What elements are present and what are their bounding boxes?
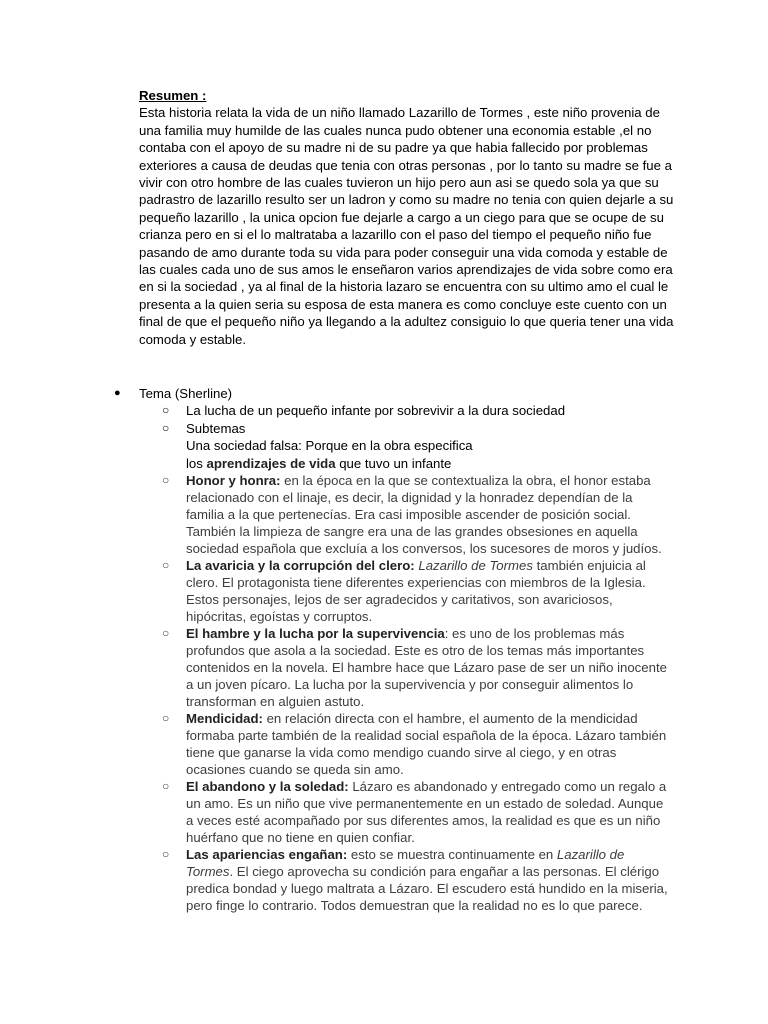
bullet-ring-icon: ○ <box>162 420 170 435</box>
theme-text: en relación directa con el hambre, el aumento de la mendicidad formaba parte también de la realidad social española de la época. Lázaro también tiene que ganarse la vida como mendigo cuando sirve al ciego, y en otras ocasiones cuando se queda sin amo. <box>186 711 667 778</box>
subtemas-label: Subtemas <box>186 420 246 436</box>
theme-text: también enjuicia al clero. El protagonista tiene diferentes experiencias con miembros de la Iglesia. Estos personajes, lejos de ser agradecidos y caritativos, son avariciosos, hipócritas, egoístas y corruptos. <box>186 558 646 625</box>
bullet-ring-icon: ○ <box>162 403 170 418</box>
theme-title: Honor y honra: <box>186 473 281 489</box>
theme-item-apariencias <box>0 846 674 914</box>
themes-list <box>0 385 768 914</box>
subtemas-item <box>0 420 674 472</box>
theme-item-honor <box>0 472 674 557</box>
tema-main-item <box>0 402 674 419</box>
subtemas-line-2-pre: los <box>186 455 207 471</box>
theme-text: : es uno de los problemas más profundos que asola a la sociedad. Este es otro de los temas más importantes contenidos en la novela. El hambre hace que Lázaro pase de ser un niño inocente a un joven pícaro. La lucha por la supervivencia y por conseguir alimentos lo transforman en alguien astuto. <box>186 626 667 710</box>
theme-item-avaricia <box>0 557 674 625</box>
subtemas-line-1: Una sociedad falsa: Porque en la obra especifica <box>186 438 473 454</box>
bullet-dot-icon: ● <box>114 387 121 399</box>
bullet-ring-icon: ○ <box>162 847 170 862</box>
subtemas-line-2-bold: aprendizajes de vida <box>206 455 336 471</box>
theme-text: en la época en la que se contextualiza la obra, el honor estaba relacionado con el linaje, es decir, la dignidad y la honradez dependían de la familia a la que pertenecías. Era casi imposible ascender de posición social. También la limpieza de sangre era una de las grandes obsesiones en aquella sociedad española que excluía a los conversos, los sucesores de moros y judíos. <box>186 473 662 557</box>
theme-italic: Lazarillo de Tormes <box>186 847 625 880</box>
summary-text: Esta historia relata la vida de un niño llamado Lazarillo de Tormes , este niño provenia de una familia muy humilde de las cuales nunca pudo obtener una economia estable ,el no contaba con el apoyo de su madre ni de su padre ya que habia fallecido por problemas exteriores a causa de deudas que tenia con otras personas , por lo tanto su madre se fue a vivir con otro hombre de las cuales tuvieron un hijo pero aun asi se quedo sola ya que su padrastro de lazarillo resulto ser un ladron y como su madre no tenia con quien dejarle a su pequeño lazarillo , la unica opcion fue dejarle a cargo a un ciego para que se ocupe de su crianza pero en si el lo maltrataba a lazarillo con el paso del tiempo el pequeño niño fue pasando de amo durante toda su vida para poder conseguir una vida comoda y estable de las cuales cada uno de sus amos le enseñaron varios aprendizajes de vida sobre como era en si la sociedad , ya al final de la historia lazaro se encuentra con su ultimo amo el cual le presenta a la quien seria su esposa de esta manera es como concluye este cuento con un final de que el pequeño niño ya llegando a la adultez consiguio lo que queria tener una vida comoda y estable. <box>139 105 674 347</box>
summary-section <box>139 87 679 348</box>
bullet-ring-icon: ○ <box>162 779 170 794</box>
theme-title: El hambre y la lucha por la supervivencia <box>186 626 445 642</box>
subtemas-line-2-post: que tuvo un infante <box>335 455 452 471</box>
subtemas-line-2 <box>186 455 674 472</box>
theme-text: Lázaro es abandonado y entregado como un regalo a un amo. Es un niño que vive permanentemente en un estado de soledad. Aunque a veces esté acompañado por sus diferentes amos, la realidad es que es un niño huérfano que no tiene en quien confiar. <box>186 779 667 846</box>
bullet-ring-icon: ○ <box>162 473 170 488</box>
theme-item-hambre <box>0 625 674 710</box>
theme-item-abandono <box>0 778 674 846</box>
tema-bullet <box>0 385 768 402</box>
theme-item-mendicidad <box>0 710 674 778</box>
tema-main-text: La lucha de un pequeño infante por sobrevivir a la dura sociedad <box>186 403 566 419</box>
bullet-ring-icon: ○ <box>162 711 170 726</box>
theme-title: La avaricia y la corrupción del clero: <box>186 558 415 574</box>
bullet-ring-icon: ○ <box>162 626 170 641</box>
theme-italic: Lazarillo de Tormes <box>418 558 533 574</box>
theme-text-pre: esto se muestra continuamente en <box>347 847 557 863</box>
tema-label: Tema (Sherline) <box>139 386 233 401</box>
summary-heading: Resumen : <box>139 88 207 103</box>
theme-title: Mendicidad: <box>186 711 263 727</box>
theme-title: Las apariencias engañan: <box>186 847 348 863</box>
theme-text: . El ciego aprovecha su condición para engañar a las personas. El clérigo predica bondad y luego maltrata a Lázaro. El escudero está hundido en la miseria, pero finge lo contrario. Todos demuestran que la realidad no es lo que parece. <box>186 864 668 914</box>
theme-title: El abandono y la soledad: <box>186 779 349 795</box>
bullet-ring-icon: ○ <box>162 558 170 573</box>
